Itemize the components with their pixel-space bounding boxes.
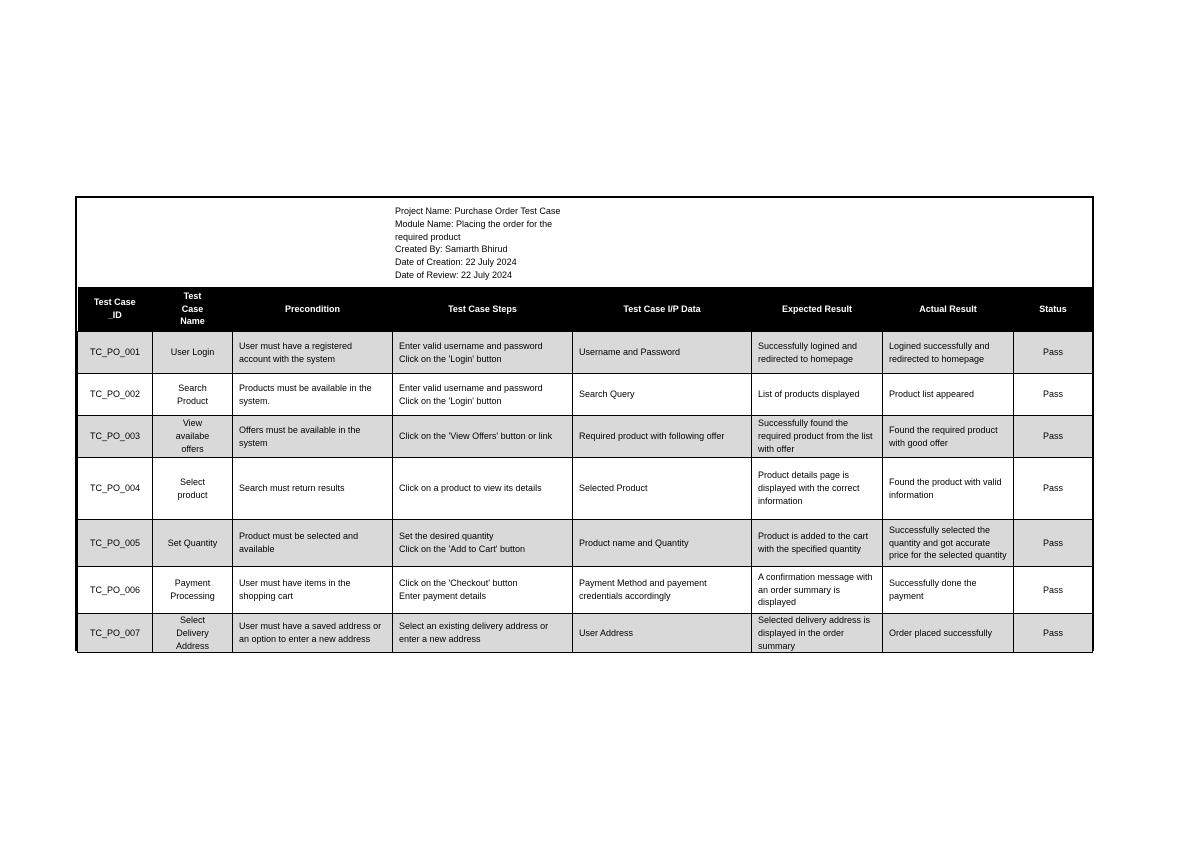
status-cell: Pass xyxy=(1014,567,1093,614)
step-line: Click on the 'Login' button xyxy=(399,353,502,364)
project-info-lines xyxy=(395,205,580,282)
col-header-id: Test Case_ID xyxy=(78,287,153,332)
step-line: Enter valid username and password xyxy=(399,382,543,393)
expected-result-cell: Successfully found the required product from the list with offer xyxy=(752,416,883,458)
step-line: Click on the 'Login' button xyxy=(399,395,502,406)
table-row xyxy=(78,520,1093,567)
precondition-cell: Search must return results xyxy=(233,458,393,520)
step-line: Enter payment details xyxy=(399,591,487,601)
actual-result-cell: Successfully done the payment xyxy=(883,567,1014,614)
step-line: Enter valid username and password xyxy=(399,340,543,351)
status-cell: Pass xyxy=(1014,520,1093,567)
table-body xyxy=(78,332,1093,653)
input-data-cell: Required product with following offer xyxy=(573,416,752,458)
test-case-id: TC_PO_004 xyxy=(78,458,153,520)
test-case-id: TC_PO_006 xyxy=(78,567,153,614)
precondition-cell: Offers must be available in the system xyxy=(233,416,393,458)
step-line: Click on the 'View Offers' button or link xyxy=(399,431,553,442)
actual-result-cell: Order placed successfully xyxy=(883,614,1014,653)
actual-result-cell: Found the required product with good offer xyxy=(883,416,1014,458)
col-header-precondition: Precondition xyxy=(233,287,393,332)
test-case-table xyxy=(77,287,1093,653)
input-data-cell: Username and Password xyxy=(573,332,752,374)
test-case-name: Search Product xyxy=(153,374,233,416)
col-header-name: Test Case Name xyxy=(153,287,233,332)
test-case-name: Set Quantity xyxy=(153,520,233,567)
test-case-id: TC_PO_003 xyxy=(78,416,153,458)
expected-result-cell: List of products displayed xyxy=(752,374,883,416)
input-data-cell: Product name and Quantity xyxy=(573,520,752,567)
step-line: Click on the 'Checkout' button xyxy=(399,578,518,589)
col-header-expected: Expected Result xyxy=(752,287,883,332)
test-case-id: TC_PO_005 xyxy=(78,520,153,567)
actual-result-cell: Successfully selected the quantity and got accurate price for the selected quantity xyxy=(883,520,1014,567)
project-name-line: Project Name: Purchase Order Test Case xyxy=(395,206,561,216)
table-row xyxy=(78,614,1093,653)
table-row xyxy=(78,458,1093,520)
precondition-cell: User must have a registered account with the system xyxy=(233,332,393,374)
input-data-cell: Search Query xyxy=(573,374,752,416)
expected-result-cell: Product details page is displayed with the correct information xyxy=(752,458,883,520)
precondition-cell: User must have a saved address or an option to enter a new address xyxy=(233,614,393,653)
status-cell: Pass xyxy=(1014,332,1093,374)
project-info-header xyxy=(77,198,1092,287)
expected-result-cell: Product is added to the cart with the specified quantity xyxy=(752,520,883,567)
status-cell: Pass xyxy=(1014,614,1093,653)
precondition-cell: Product must be selected and available xyxy=(233,520,393,567)
steps-cell xyxy=(393,567,573,614)
input-data-cell: Payment Method and payement credentials accordingly xyxy=(573,567,752,614)
actual-result-cell: Product list appeared xyxy=(883,374,1014,416)
steps-cell xyxy=(393,416,573,458)
test-case-name: Payment Processing xyxy=(153,567,233,614)
precondition-cell: User must have items in the shopping cart xyxy=(233,567,393,614)
status-cell: Pass xyxy=(1014,416,1093,458)
table-row xyxy=(78,567,1093,614)
step-line: Click on the 'Add to Cart' button xyxy=(399,544,526,554)
col-header-status: Status xyxy=(1014,287,1093,332)
creation-date-line: Date of Creation: 22 July 2024 xyxy=(395,257,517,268)
input-data-cell: Selected Product xyxy=(573,458,752,520)
test-case-id: TC_PO_007 xyxy=(78,614,153,653)
table-row xyxy=(78,416,1093,458)
input-data-cell: User Address xyxy=(573,614,752,653)
table-row xyxy=(78,332,1093,374)
step-line: Click on a product to view its details xyxy=(399,483,542,494)
steps-cell xyxy=(393,374,573,416)
table-header-row xyxy=(78,287,1093,332)
test-case-id: TC_PO_002 xyxy=(78,374,153,416)
steps-cell xyxy=(393,332,573,374)
step-line: Select an existing delivery address or enter a new address xyxy=(399,621,549,645)
steps-cell xyxy=(393,520,573,567)
test-case-name: User Login xyxy=(153,332,233,374)
test-case-name: View availabe offers xyxy=(153,416,233,458)
actual-result-cell: Found the product with valid information xyxy=(883,458,1014,520)
table-row xyxy=(78,374,1093,416)
test-case-name: Select Delivery Address xyxy=(153,614,233,653)
actual-result-cell: Logined successfully and redirected to homepage xyxy=(883,332,1014,374)
expected-result-cell: Successfully logined and redirected to homepage xyxy=(752,332,883,374)
steps-cell xyxy=(393,458,573,520)
module-name-line: Module Name: Placing the order for the required product xyxy=(395,218,553,242)
status-cell: Pass xyxy=(1014,374,1093,416)
created-by-line: Created By: Samarth Bhirud xyxy=(395,244,508,255)
precondition-cell: Products must be available in the system. xyxy=(233,374,393,416)
expected-result-cell: Selected delivery address is displayed in the order summary xyxy=(752,614,883,653)
test-case-sheet xyxy=(75,196,1094,651)
test-case-id: TC_PO_001 xyxy=(78,332,153,374)
review-date-line: Date of Review: 22 July 2024 xyxy=(395,269,513,280)
col-header-input: Test Case I/P Data xyxy=(573,287,752,332)
col-header-steps: Test Case Steps xyxy=(393,287,573,332)
expected-result-cell: A confirmation message with an order summary is displayed xyxy=(752,567,883,614)
steps-cell xyxy=(393,614,573,653)
col-header-actual: Actual Result xyxy=(883,287,1014,332)
status-cell: Pass xyxy=(1014,458,1093,520)
step-line: Set the desired quantity xyxy=(399,531,494,542)
test-case-name: Select product xyxy=(153,458,233,520)
